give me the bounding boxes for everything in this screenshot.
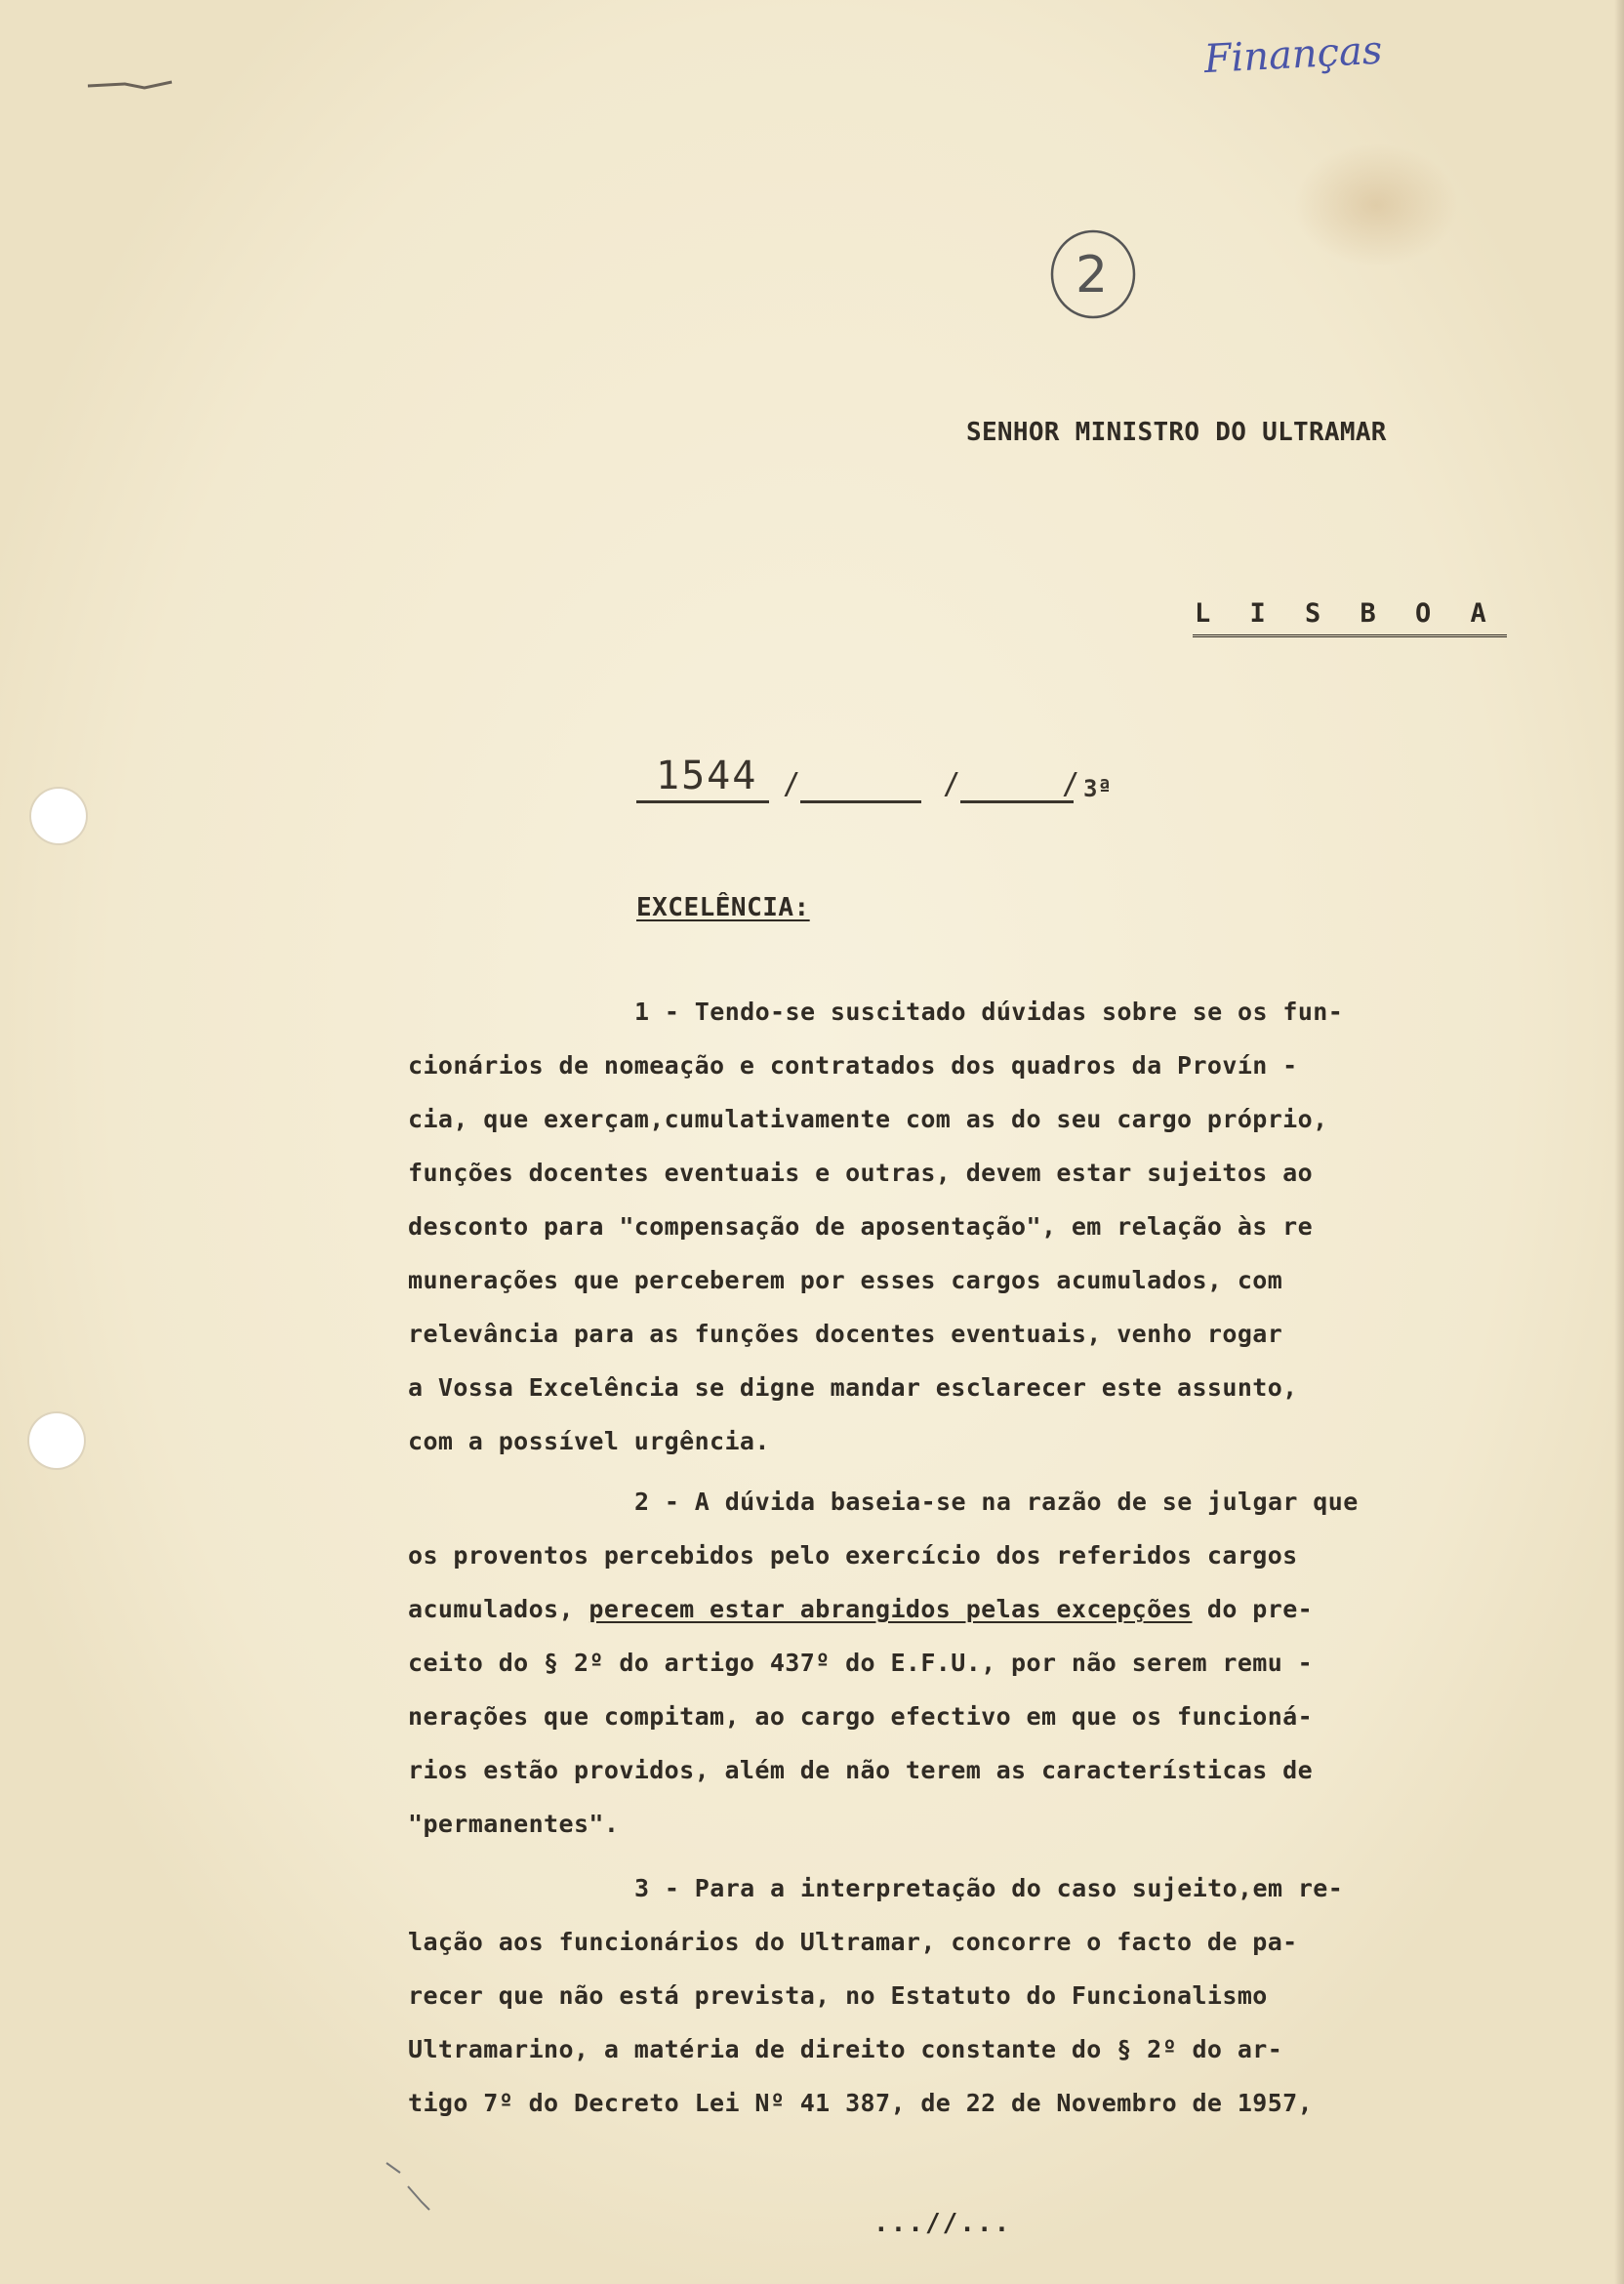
reference-underline-2 bbox=[800, 800, 921, 803]
text-segment: do pre- bbox=[1192, 1595, 1314, 1623]
reference-underline-1 bbox=[636, 800, 769, 803]
paragraph-line: cia, que exerçam,cumulativamente com as do seu cargo próprio, bbox=[408, 1105, 1328, 1133]
page-mark-number: 2 bbox=[1076, 246, 1109, 305]
paragraph-line: lação aos funcionários do Ultramar, concorre o facto de pa- bbox=[408, 1928, 1298, 1956]
circled-page-mark bbox=[1042, 220, 1150, 327]
salutation: EXCELÊNCIA: bbox=[636, 893, 810, 922]
paragraph-line: Ultramarino, a matéria de direito constante do § 2º do ar- bbox=[408, 2035, 1283, 2063]
underlined-phrase: perecem estar abrangidos pelas excepções bbox=[589, 1595, 1193, 1623]
paragraph-line: 1 - Tendo-se suscitado dúvidas sobre se os fun- bbox=[634, 998, 1344, 1026]
paragraph-line: cionários de nomeação e contratados dos quadros da Provín - bbox=[408, 1051, 1298, 1080]
reference-slash-1: / bbox=[783, 767, 801, 801]
continuation-marker: ...//... bbox=[873, 2209, 1012, 2238]
stray-pencil-mark bbox=[383, 2157, 441, 2216]
reference-underline-3 bbox=[960, 800, 1074, 803]
svg-text:Finanças: Finanças bbox=[1202, 27, 1384, 83]
punch-hole-top bbox=[31, 789, 86, 843]
reference-number: 1544 bbox=[656, 754, 758, 798]
reference-slash-3: / bbox=[1062, 767, 1080, 801]
reference-slash-2: / bbox=[943, 767, 961, 801]
page-edge-shadow bbox=[1614, 0, 1624, 2284]
paragraph-line: "permanentes". bbox=[408, 1810, 620, 1838]
paragraph-line: rios estão providos, além de não terem as características de bbox=[408, 1756, 1314, 1784]
addressee-city: L I S B O A bbox=[1195, 598, 1498, 629]
torn-corner-mark bbox=[86, 78, 174, 92]
paragraph-line: ceito do § 2º do artigo 437º do E.F.U., por não serem remu - bbox=[408, 1649, 1314, 1677]
paragraph-line: nerações que compitam, ao cargo efectivo em que os funcioná- bbox=[408, 1702, 1314, 1731]
paragraph-line: 3 - Para a interpretação do caso sujeito,em re- bbox=[634, 1874, 1344, 1902]
city-double-underline bbox=[1193, 634, 1507, 637]
paragraph-line: desconto para "compensação de aposentação", em relação às re bbox=[408, 1212, 1314, 1241]
paragraph-line-with-underline bbox=[408, 1595, 1313, 1624]
paragraph-line: funções docentes eventuais e outras, devem estar sujeitos ao bbox=[408, 1159, 1314, 1187]
reference-series: 3ª bbox=[1083, 775, 1112, 802]
paragraph-line: relevância para as funções docentes eventuais, venho rogar bbox=[408, 1320, 1283, 1348]
paragraph-line: munerações que perceberem por esses cargos acumulados, com bbox=[408, 1266, 1283, 1294]
paragraph-line: os proventos percebidos pelo exercício dos referidos cargos bbox=[408, 1541, 1298, 1570]
punch-hole-bottom bbox=[29, 1413, 84, 1468]
paragraph-line: tigo 7º do Decreto Lei Nº 41 387, de 22 de Novembro de 1957, bbox=[408, 2089, 1314, 2117]
handwritten-note bbox=[1200, 21, 1435, 100]
paragraph-line: a Vossa Excelência se digne mandar esclarecer este assunto, bbox=[408, 1373, 1298, 1402]
paragraph-line: 2 - A dúvida baseia-se na razão de se julgar que bbox=[634, 1488, 1359, 1516]
addressee-title: SENHOR MINISTRO DO ULTRAMAR bbox=[966, 418, 1387, 447]
text-segment: acumulados, bbox=[408, 1595, 589, 1623]
reference-number-line bbox=[636, 754, 1144, 802]
paragraph-line: recer que não está prevista, no Estatuto do Funcionalismo bbox=[408, 1981, 1268, 2010]
paragraph-line: com a possível urgência. bbox=[408, 1427, 770, 1455]
